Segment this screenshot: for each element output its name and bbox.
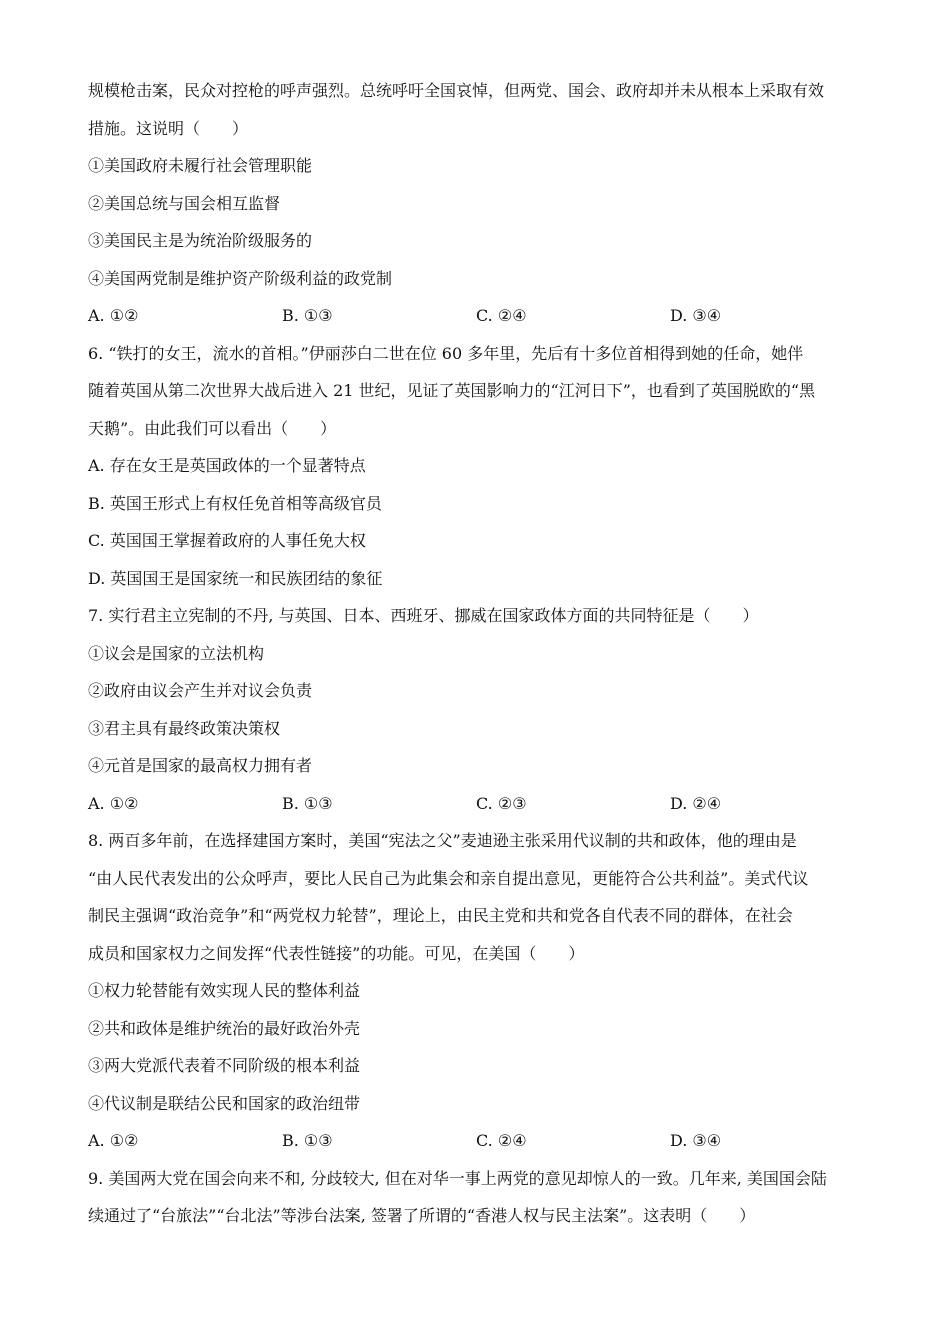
question-8-stem-line-2: “由人民代表发出的公众呼声，要比人民自己为此集会和亲自提出意见，更能符合公共利益”。美式代议 [88, 868, 809, 888]
question-5-option-d: D. ③④ [670, 306, 722, 325]
question-5-stem-line-2: 措施。这说明（ ） [88, 118, 249, 138]
question-8-option-b: B. ①③ [282, 1131, 333, 1150]
exam-page [88, 72, 866, 1235]
question-8-item-3: ③两大党派代表着不同阶级的根本利益 [88, 1056, 361, 1075]
question-8-item-1: ①权力轮替能有效实现人民的整体利益 [88, 981, 361, 1000]
question-6-stem-line-3: 天鹅”。由此我们可以看出（ ） [88, 418, 337, 438]
question-8-stem-line-4: 成员和国家权力之间发挥“代表性链接”的功能。可见，在美国（ ） [88, 943, 585, 963]
question-9 [88, 1160, 866, 1235]
question-5-option-c: C. ②④ [476, 306, 527, 325]
question-6-option-a: A. 存在女王是英国政体的一个显著特点 [88, 456, 366, 475]
question-7-item-4: ④元首是国家的最高权力拥有者 [88, 756, 313, 775]
question-6-option-c: C. 英国国王掌握着政府的人事任免大权 [88, 531, 366, 550]
question-8 [88, 822, 866, 1160]
question-7-options [88, 785, 866, 823]
question-8-option-c: C. ②④ [476, 1131, 527, 1150]
question-7 [88, 597, 866, 822]
question-5-option-b: B. ①③ [282, 306, 333, 325]
question-7-option-b: B. ①③ [282, 793, 333, 813]
question-6-stem-line-1: 6. “铁打的女王，流水的首相。”伊丽莎白二世在位 60 多年里，先后有十多位首相得到她的任命，她伴 [88, 343, 804, 363]
question-6-option-d: D. 英国国王是国家统一和民族团结的象征 [88, 568, 383, 588]
question-5-item-2: ②美国总统与国会相互监督 [88, 193, 281, 213]
question-7-option-d: D. ②④ [670, 793, 722, 813]
question-7-item-2: ②政府由议会产生并对议会负责 [88, 681, 313, 700]
question-8-stem-line-3: 制民主强调“政治竞争”和“两党权力轮替”，理论上，由民主党和共和党各自代表不同的群体，在社会 [88, 906, 793, 925]
question-5-item-3: ③美国民主是为统治阶级服务的 [88, 231, 313, 250]
question-7-item-1: ①议会是国家的立法机构 [88, 643, 265, 663]
question-7-option-c: C. ②③ [476, 793, 527, 813]
question-8-stem-line-1: 8. 两百多年前，在选择建国方案时，美国“宪法之父”麦迪逊主张采用代议制的共和政体，他的理由是 [88, 831, 797, 850]
question-5-options [88, 297, 866, 335]
question-6 [88, 335, 866, 598]
question-5-stem-line-1: 规模枪击案，民众对控枪的呼声强烈。总统呼吁全国哀悼，但两党、国会、政府却并未从根本上采取有效 [88, 81, 825, 100]
question-7-item-3: ③君主具有最终政策决策权 [88, 718, 281, 738]
question-5-option-a: A. ①② [88, 306, 139, 325]
question-6-stem-line-2: 随着英国从第二次世界大战后进入 21 世纪，见证了英国影响力的“江河日下”，也看到了英国脱欧的“黑 [88, 381, 816, 400]
question-5-item-1: ①美国政府未履行社会管理职能 [88, 156, 313, 175]
question-5-item-4: ④美国两党制是维护资产阶级利益的政党制 [88, 268, 393, 288]
question-7-stem-line-1: 7. 实行君主立宪制的不丹, 与英国、日本、西班牙、挪威在国家政体方面的共同特征是（ ） [88, 606, 759, 625]
question-9-stem-line-2: 续通过了“台旅法”“台北法”等涉台法案, 签署了所谓的“香港人权与民主法案”。这表明（ ） [88, 1206, 756, 1225]
question-7-option-a: A. ①② [88, 793, 139, 813]
question-8-option-a: A. ①② [88, 1131, 139, 1150]
question-8-item-2: ②共和政体是维护统治的最好政治外壳 [88, 1018, 361, 1038]
question-5 [88, 72, 866, 335]
question-8-item-4: ④代议制是联结公民和国家的政治纽带 [88, 1093, 361, 1113]
question-9-stem-line-1: 9. 美国两大党在国会向来不和, 分歧较大, 但在对华一事上两党的意见却惊人的一致。几年来, 美国国会陆 [88, 1168, 827, 1188]
question-8-options [88, 1122, 866, 1160]
question-6-option-b: B. 英国王形式上有权任免首相等高级官员 [88, 493, 382, 513]
question-8-option-d: D. ③④ [670, 1131, 722, 1150]
